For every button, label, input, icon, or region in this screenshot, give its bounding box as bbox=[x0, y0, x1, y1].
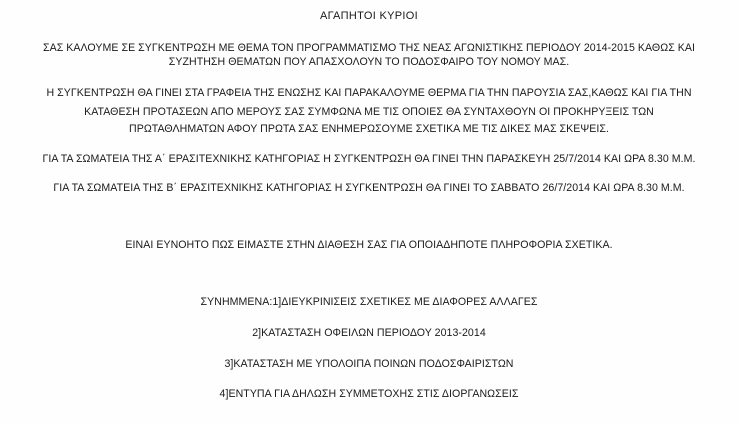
attachment-item-1: ΣΥΝΗΜΜΕΝΑ:1]ΔΙΕΥΚΡΙΝΙΣΕΙΣ ΣΧΕΤΙΚΕΣ ΜΕ ΔΙΑΦΟΡΕΣ ΑΛΛΑΓΕΣ bbox=[200, 296, 538, 308]
availability-note: ΕΙΝΑΙ ΕΥΝΟΗΤΟ ΠΩΣ ΕΙΜΑΣΤΕ ΣΤΗΝ ΔΙΑΘΕΣΗ ΣΑΣ ΓΙΑ ΟΠΟΙΑΔΗΠΟΤΕ ΠΛΗΡΟΦΟΡΙΑ ΣΧΕΤΙΚΑ. bbox=[125, 239, 613, 251]
attachment-item-2: 2]ΚΑΤΑΣΤΑΣΗ ΟΦΕΙΛΩΝ ΠΕΡΙΟΔΟΥ 2013-2014 bbox=[252, 327, 486, 339]
schedule-category-b: ΓΙΑ ΤΑ ΣΩΜΑΤΕΙΑ ΤΗΣ Β΄ ΕΡΑΣΙΤΕΧΝΙΚΗΣ ΚΑΤΗΓΟΡΙΑΣ Η ΣΥΓΚΕΝΤΡΩΣΗ ΘΑ ΓΙΝΕΙ ΤΟ ΣΑΒΒΑΤΟ 26/7/2014 ΚΑΙ ΩΡΑ 8.30 Μ.Μ. bbox=[53, 182, 685, 194]
meeting-details-line-1: Η ΣΥΓΚΕΝΤΡΩΣΗ ΘΑ ΓΙΝΕΙ ΣΤΑ ΓΡΑΦΕΙΑ ΤΗΣ ΕΝΩΣΗΣ ΚΑΙ ΠΑΡΑΚΑΛΟΥΜΕ ΘΕΡΜΑ ΓΙΑ ΤΗΝ ΠΑΡΟΥΣΙΑ ΣΑΣ,ΚΑΘΩΣ ΚΑΙ ΓΙΑ ΤΗΝ bbox=[46, 87, 692, 99]
invitation-line-1: ΣΑΣ ΚΑΛΟΥΜΕ ΣΕ ΣΥΓΚΕΝΤΡΩΣΗ ΜΕ ΘΕΜΑ ΤΟΝ ΠΡΟΓΡΑΜΜΑΤΙΣΜΟ ΤΗΣ ΝΕΑΣ ΑΓΩΝΙΣΤΙΚΗΣ ΠΕΡΙΟΔΟΥ 2014-2015 ΚΑΘΩΣ ΚΑΙ bbox=[42, 42, 696, 54]
letter-title: ΑΓΑΠΗΤΟΙ ΚΥΡΙΟΙ bbox=[320, 10, 418, 22]
meeting-details-line-3: ΠΡΩΤΑΘΛΗΜΑΤΩΝ ΑΦΟΥ ΠΡΩΤΑ ΣΑΣ ΕΝΗΜΕΡΩΣΟΥΜΕ ΣΧΕΤΙΚΑ ΜΕ ΤΙΣ ΔΙΚΕΣ ΜΑΣ ΣΚΕΨΕΙΣ. bbox=[129, 123, 609, 135]
attachment-item-3: 3]ΚΑΤΑΣΤΑΣΗ ΜΕ ΥΠΟΛΟΙΠΑ ΠΟΙΝΩΝ ΠΟΔΟΣΦΑΙΡΙΣΤΩΝ bbox=[224, 358, 514, 370]
invitation-line-2: ΣΥΖΗΤΗΣΗ ΘΕΜΑΤΩΝ ΠΟΥ ΑΠΑΣΧΟΛΟΥΝ ΤΟ ΠΟΔΟΣΦΑΙΡΟ ΤΟΥ ΝΟΜΟΥ ΜΑΣ. bbox=[168, 56, 570, 68]
attachment-item-4: 4]ΕΝΤΥΠΑ ΓΙΑ ΔΗΛΩΣΗ ΣΥΜΜΕΤΟΧΗΣ ΣΤΙΣ ΔΙΟΡΓΑΝΩΣΕΙΣ bbox=[219, 388, 519, 400]
schedule-category-a: ΓΙΑ ΤΑ ΣΩΜΑΤΕΙΑ ΤΗΣ Α΄ ΕΡΑΣΙΤΕΧΝΙΚΗΣ ΚΑΤΗΓΟΡΙΑΣ Η ΣΥΓΚΕΝΤΡΩΣΗ ΘΑ ΓΙΝΕΙ ΤΗΝ ΠΑΡΑΣΚΕΥΗ 25/7/2014 ΚΑΙ ΩΡΑ 8.30 Μ.Μ. bbox=[42, 153, 696, 165]
meeting-details-line-2: ΚΑΤΑΘΕΣΗ ΠΡΟΤΑΣΕΩΝ ΑΠΟ ΜΕΡΟΥΣ ΣΑΣ ΣΥΜΦΩΝΑ ΜΕ ΤΙΣ ΟΠΟΙΕΣ ΘΑ ΣΥΝΤΑΧΘΟΥΝ ΟΙ ΠΡΟΚΗΡΥΞΕΙΣ ΤΩΝ bbox=[84, 106, 654, 118]
